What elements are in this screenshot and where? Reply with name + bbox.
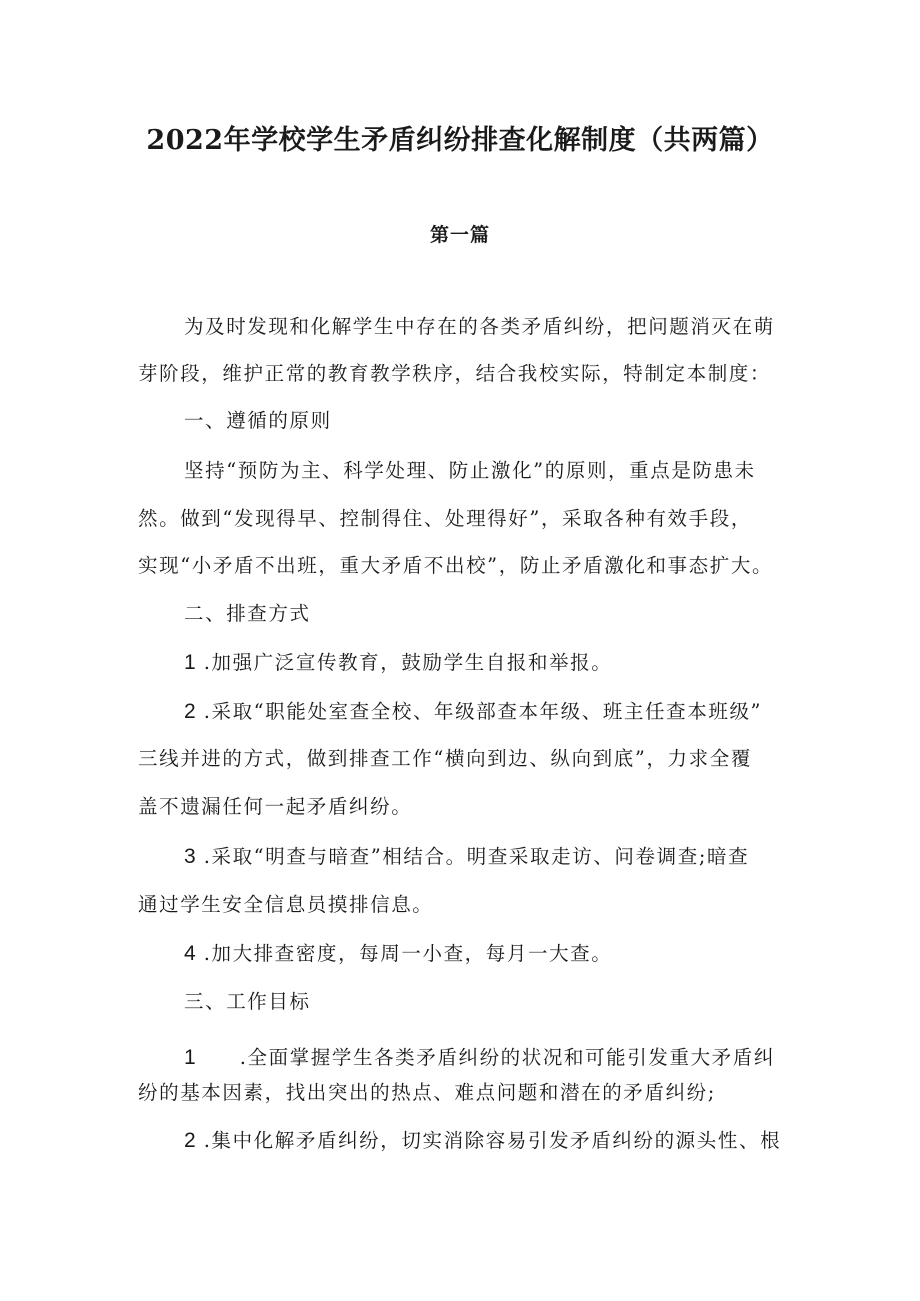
item-text: .采取“明查与暗查”相结合。明查采取走访、问卷调查;暗查 (203, 845, 750, 868)
paragraph-line: 纷的基本因素，找出突出的热点、难点问题和潜在的矛盾纠纷; (138, 1081, 716, 1104)
section-heading: 三、工作目标 (184, 990, 311, 1013)
item-number: 3 (184, 845, 196, 868)
item-text: .集中化解矛盾纠纷，切实消除容易引发矛盾纠纷的源头性、根 (203, 1129, 782, 1152)
item-text: .全面掌握学生各类矛盾纠纷的状况和可能引发重大矛盾纠 (239, 1046, 775, 1069)
paragraph-line: 通过学生安全信息员摸排信息。 (138, 893, 434, 916)
item-number: 2 (184, 700, 196, 723)
section-heading: 二、排查方式 (184, 602, 311, 625)
list-item (184, 652, 612, 673)
list-item (184, 943, 612, 964)
item-text: .加强广泛宣传教育，鼓励学生自报和举报。 (203, 651, 613, 674)
paragraph-line: 芽阶段，维护正常的教育教学秩序，结合我校实际，特制定本制度： (138, 362, 772, 385)
section-heading: 一、遵循的原则 (184, 409, 332, 432)
document-title: 2022年学校学生矛盾纠纷排查化解制度（共两篇） (146, 125, 774, 156)
paragraph-line: 实现“小矛盾不出班，重大矛盾不出校”，防止矛盾激化和事态扩大。 (138, 554, 774, 577)
paragraph-line: 三线并进的方式，做到排查工作“横向到边、纵向到底”，力求全覆 (138, 747, 752, 770)
paragraph-line: 盖不遗漏任何一起矛盾纠纷。 (138, 795, 413, 818)
paragraph-line: 为及时发现和化解学生中存在的各类矛盾纠纷，把问题消灭在萌 (184, 315, 775, 338)
item-number: 1 (184, 1046, 196, 1069)
paragraph-line: 然。做到“发现得早、控制得住、处理得好”，采取各种有效手段， (138, 507, 752, 530)
list-item (184, 701, 762, 722)
item-number: 1 (184, 651, 196, 674)
list-item (184, 1047, 775, 1068)
item-number: 2 (184, 1129, 196, 1152)
list-item (184, 846, 749, 867)
item-text: .加大排查密度，每周一小查，每月一大查。 (203, 942, 613, 965)
paragraph-line: 坚持“预防为主、科学处理、防止激化”的原则，重点是防患未 (184, 459, 756, 482)
item-text: .采取“职能处室查全校、年级部查本年级、班主任查本班级” (203, 700, 763, 723)
part-heading: 第一篇 (429, 224, 490, 246)
list-item (184, 1130, 781, 1151)
item-number: 4 (184, 942, 196, 965)
